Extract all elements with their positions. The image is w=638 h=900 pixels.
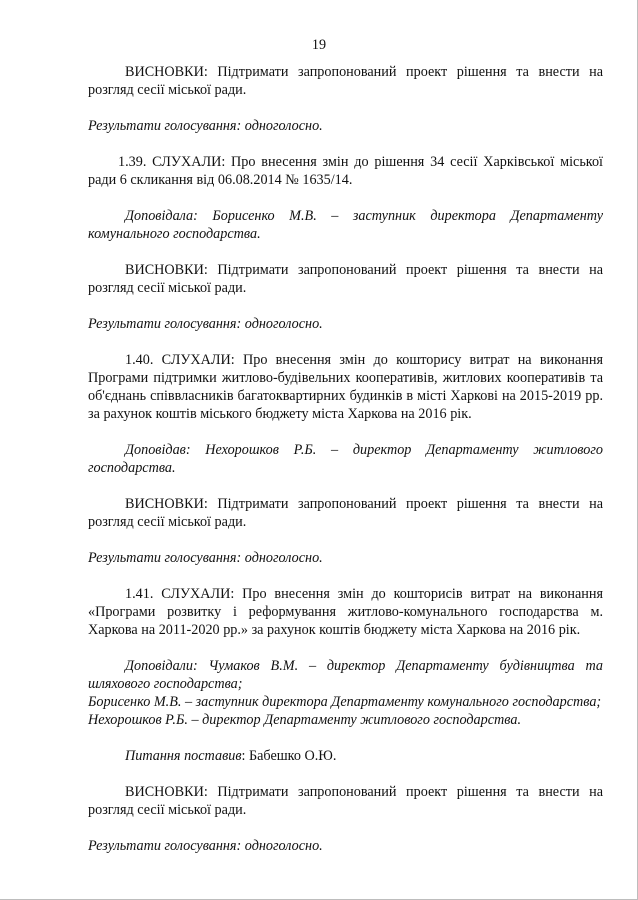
question-raised-label: Питання поставив (125, 748, 242, 764)
conclusions-paragraph: ВИСНОВКИ: Підтримати запропонований проект рішення та внести на розгляд сесії міської ради. (88, 784, 603, 818)
voting-results: Результати голосування: одноголосно. (88, 316, 323, 332)
speaker-paragraph: Доповідав: Нехорошков Р.Б. – директор Департаменту житлового господарства. (88, 442, 603, 476)
speaker-paragraph: Доповідала: Борисенко М.В. – заступник директора Департаменту комунального господарства. (88, 208, 603, 242)
speaker-line: Борисенко М.В. – заступник директора Департаменту комунального господарства; (88, 694, 602, 710)
speakers-block (88, 657, 603, 729)
question-raised (88, 747, 603, 765)
speaker-line: Нехорошков Р.Б. – директор Департаменту житлового господарства. (88, 712, 521, 728)
conclusions-paragraph: ВИСНОВКИ: Підтримати запропонований проект рішення та внести на розгляд сесії міської ради. (88, 64, 603, 98)
conclusions-paragraph: ВИСНОВКИ: Підтримати запропонований проект рішення та внести на розгляд сесії міської ради. (88, 496, 603, 530)
page-number: 19 (311, 37, 327, 53)
conclusions-paragraph: ВИСНОВКИ: Підтримати запропонований проект рішення та внести на розгляд сесії міської ради. (88, 262, 603, 296)
page-body (88, 63, 603, 855)
agenda-item-text: 1.39. СЛУХАЛИ: Про внесення змін до рішення 34 сесії Харківської міської ради 6 скликання від 06.08.2014 (88, 154, 603, 188)
voting-results: Результати голосування: одноголосно. (88, 550, 323, 566)
agenda-item-1-39 (88, 153, 603, 189)
speaker-line: Доповідали: Чумаков В.М. – директор Департаменту будівництва та шляхового господарства; (88, 658, 603, 692)
budget-year: 2016 рік. (418, 406, 472, 422)
agenda-item-text: 1.41. СЛУХАЛИ: Про внесення змін до кошторисів витрат на виконання «Програми розвитку і реформування житлово-комунального господарства м. Харкова на 2011-2020 рр.» за рахунок коштів бюджету міста Харкова на (88, 586, 603, 638)
agenda-item-1-40 (88, 351, 603, 423)
budget-year: 2016 рік. (526, 622, 581, 638)
question-raised-name: : Бабешко О.Ю. (241, 748, 337, 764)
agenda-item-text: 1.40. СЛУХАЛИ: Про внесення змін до кошторису витрат на виконання Програми підтримки житлово-будівельних кооперативів, житлових кооперативів та об'єднань співвласників багатоквартирних будинків в місті Харкові на 2015-2019 рр. за рахунок коштів міського бюджету міста Харкова на (88, 352, 603, 422)
decision-number: № 1635/14. (285, 172, 353, 188)
agenda-item-1-41 (88, 585, 603, 639)
voting-results: Результати голосування: одноголосно. (88, 838, 323, 854)
voting-results: Результати голосування: одноголосно. (88, 118, 323, 134)
